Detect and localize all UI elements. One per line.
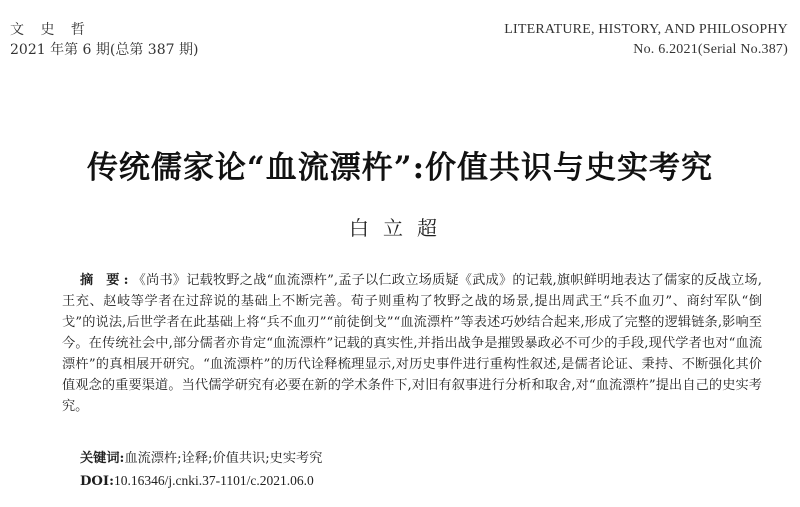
header-right [504, 20, 788, 60]
doi-label: DOI: [80, 474, 114, 489]
journal-name-en: LITERATURE, HISTORY, AND PHILOSOPHY [504, 22, 788, 37]
doi [80, 471, 314, 492]
doi-value: 10.16346/j.cnki.37-1101/c.2021.06.0 [113, 473, 314, 488]
abstract-text: 《尚书》记载牧野之战“血流漂杵”,孟子以仁政立场质疑《武成》的记载,旗帜鲜明地表达了儒家的反战立场,王充、赵岐等学者在过辞说的基础上不断完善。荀子则重构了牧野之战的场景,提出周武王“兵不血刃”、商纣军队“倒戈”的说法,后世学者在此基础上将“兵不血刃”“前徒倒戈”“血流漂杵”等表述巧妙结合起来,形成了完整的逻辑链条,影响至今。在传统社会中,部分儒者亦肯定“血流漂杵”记载的真实性,并指出战争是摧毁暴政必不可少的手段,现代学者也对“血流漂杵”的真相展开研究。“血流漂杵”的历代诠释梳理显示,对历史事件进行重构性叙述,是儒者论证、秉持、不断强化其价值观念的重要渠道。当代儒学研究有必要在新的学术条件下,对旧有叙事进行分析和取舍,对“血流漂杵”提出自己的史实考究。 [62, 273, 762, 414]
article-author: 白立超 [349, 216, 451, 240]
keywords [80, 449, 322, 469]
journal-name-cn: 文 史 哲 [10, 22, 91, 38]
issue-info-cn: 2021 年第 6 期(总第 387 期) [10, 42, 199, 58]
abstract-label: 摘 要: [80, 273, 133, 288]
issue-info-en: No. 6.2021(Serial No.387) [633, 42, 788, 57]
keywords-text: 血流漂杵;诠释;价值共识;史实考究 [124, 451, 323, 466]
abstract [62, 270, 762, 417]
keywords-label: 关键词: [80, 451, 125, 466]
header-left [10, 20, 198, 60]
article-title: 传统儒家论“血流漂杵”:价值共识与史实考究 [86, 150, 714, 186]
